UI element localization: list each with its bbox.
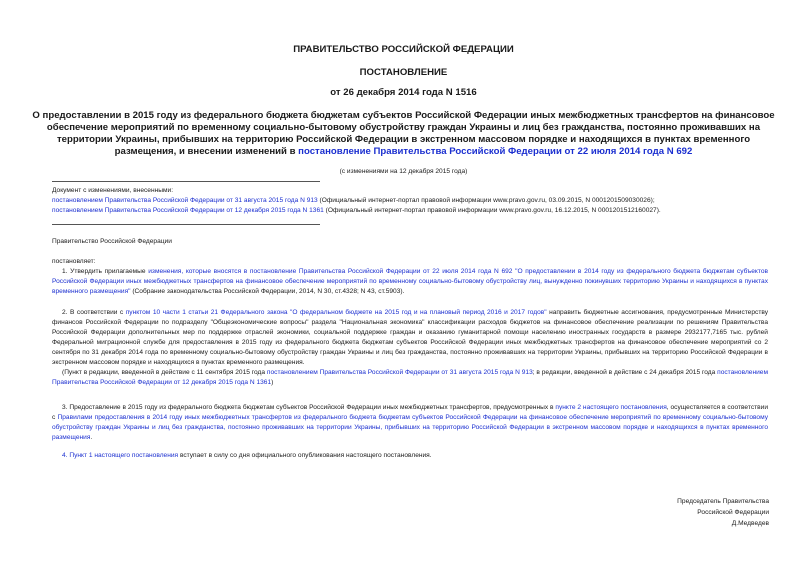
link-izmeneniya[interactable]: изменения, которые вносятся в постановление Правительства Российской Федерации от 22 июля 2014 года N 692 "О предоставлении в 2014 году из федерального бюджета бюджетам субъектов Российской Федерации иных межбюджетных трансфертов на финансовое обеспечение мероприятий по временному социально-бытовому обустройству лиц, вынужденно покинувших территорию Украины и находящихся в пунктах временного размещения"	[52, 268, 769, 295]
p3-text-b: , осуществляется в соответствии с	[52, 404, 769, 421]
p2-text-e: )	[271, 379, 274, 386]
link-punkt-1[interactable]: 4. Пункт 1 настоящего постановления	[62, 452, 179, 459]
link-p2-postanovlenie-1361[interactable]: постановлением Правительства Российской Федерации от 12 декабря 2015 года N 1361	[52, 369, 768, 386]
link-punkt-2[interactable]: пункте 2 настоящего постановления	[555, 404, 667, 411]
signature-organization: Российской Федерации	[697, 509, 769, 516]
divider-top	[52, 181, 320, 182]
government-heading: ПРАВИТЕЛЬСТВО РОССИЙСКОЙ ФЕДЕРАЦИИ	[293, 44, 514, 55]
paragraph-1	[52, 267, 768, 297]
paragraph-2	[52, 308, 768, 388]
paragraph-3	[52, 403, 768, 443]
title-link-postanovlenie-692[interactable]: постановление Правительства Российской Федерации от 22 июля 2014 года N 692	[298, 146, 693, 157]
document-title	[30, 110, 777, 158]
p2-text-d: ; в редакции, введенной в действие с 24 декабря 2015 года	[532, 369, 718, 376]
edition-note: (с изменениями на 12 декабря 2015 года)	[339, 168, 468, 175]
p2-text-b: направить бюджетные ассигнования, предусмотренные Министерству финансов Российской Федерации по подразделу "Общеэкономические вопросы" раздела "Национальная экономика" классификации расходов бюджетов на финансовое обеспечение реализации по решениям Правительства Российской Федерации дополнительных мер по поддержке отраслей экономики, социальной поддержке граждан и оказанию гуманитарной помощи населению иностранных государств в размере 2932177,7165 тыс. рублей Федеральной миграционной службе для предоставления в 2015 году из федерального бюджета бюджетам субъектов Российской Федерации иных межбюджетных трансфертов на финансовое обеспечение мероприятий со 2 сентября по 31 декабря 2014 года по временному социально-бытовому обустройству граждан Украины и лиц без гражданства, постоянно проживавших на территории Украины, прибывших на территорию Российской Федерации в экстренном массовом порядке и находящихся в пунктах временного размещения.	[52, 309, 768, 366]
doc-change-line-2	[52, 206, 772, 216]
link-federal-law-article-21[interactable]: пунктом 10 части 1 статьи 21 Федерального закона "О федеральном бюджете на 2015 год и на плановый период 2016 и 2017 годов"	[125, 309, 547, 316]
title-text: О предоставлении в 2015 году из федерального бюджета бюджетам субъектов Российской Федерации иных межбюджетных трансфертов на финансовое обеспечение мероприятий по временному социально-бытовому обустройству граждан Украины и лиц без гражданства, постоянно проживавших на территории Украины, прибывших на территорию Российской Федерации в экстренном массовом порядке и находящихся в пунктах временного размещения, и внесении изменений в	[32, 110, 775, 157]
link-postanovlenie-913[interactable]: постановлением Правительства Российской Федерации от 31 августа 2015 года N 913	[52, 197, 318, 204]
government-label: Правительство Российской Федерации	[52, 238, 172, 245]
p3-text-c: .	[90, 434, 93, 441]
signature-block	[677, 496, 769, 529]
doc-type-heading: ПОСТАНОВЛЕНИЕ	[359, 67, 448, 78]
p3-text-a: 3. Предоставление в 2015 году из федерального бюджета бюджетам субъектов Российской Федерации иных межбюджетных трансфертов, предусмотренных в	[62, 404, 556, 411]
doc-date-number: от 26 декабря 2014 года N 1516	[330, 87, 477, 98]
doc-changes-block	[52, 186, 772, 216]
doc-changes-intro: Документ с изменениями, внесенными:	[52, 187, 174, 194]
p2-text-c: (Пункт в редакции, введенной в действие с 11 сентября 2015 года	[62, 369, 267, 376]
doc-change-line-1	[52, 196, 772, 206]
link-pravila[interactable]: Правилами предоставления в 2014 году иных межбюджетных трансфертов из федерального бюджета бюджетам субъектов Российской Федерации на финансовое обеспечение мероприятий по временному социально-бытовому обустройству граждан Украины и лиц без гражданства, постоянно проживавших на территории Украины, прибывших на территорию Российской Федерации в экстренном массовом порядке и находящихся в пунктах временного размещения	[52, 414, 768, 441]
p2-text-a: 2. В соответствии с	[62, 309, 126, 316]
signature-name: Д.Медведев	[731, 520, 769, 527]
signature-position: Председатель Правительства	[677, 498, 769, 505]
doc-change-2-source: (Официальный интернет-портал правовой информации www.pravo.gov.ru, 16.12.2015, N 0001201512160027).	[323, 207, 661, 214]
p1-text-a: 1. Утвердить прилагаемые	[62, 268, 149, 275]
link-postanovlenie-1361[interactable]: постановлением Правительства Российской Федерации от 12 декабря 2015 года N 1361	[52, 207, 324, 214]
p1-text-b: (Собрание законодательства Российской Федерации, 2014, N 30, ст.4328; N 43, ст.5903).	[130, 288, 405, 295]
doc-change-1-source: (Официальный интернет-портал правовой информации www.pravo.gov.ru, 03.09.2015, N 0001201509030026);	[317, 197, 655, 204]
link-p2-postanovlenie-913[interactable]: постановлением Правительства Российской Федерации от 31 августа 2015 года N 913	[266, 369, 533, 376]
postanovlyaet-label: постановляет:	[52, 258, 96, 265]
p4-text-a: вступает в силу со дня официального опубликования настоящего постановления.	[178, 452, 432, 459]
divider-bottom	[52, 224, 320, 225]
paragraph-4	[52, 451, 768, 461]
